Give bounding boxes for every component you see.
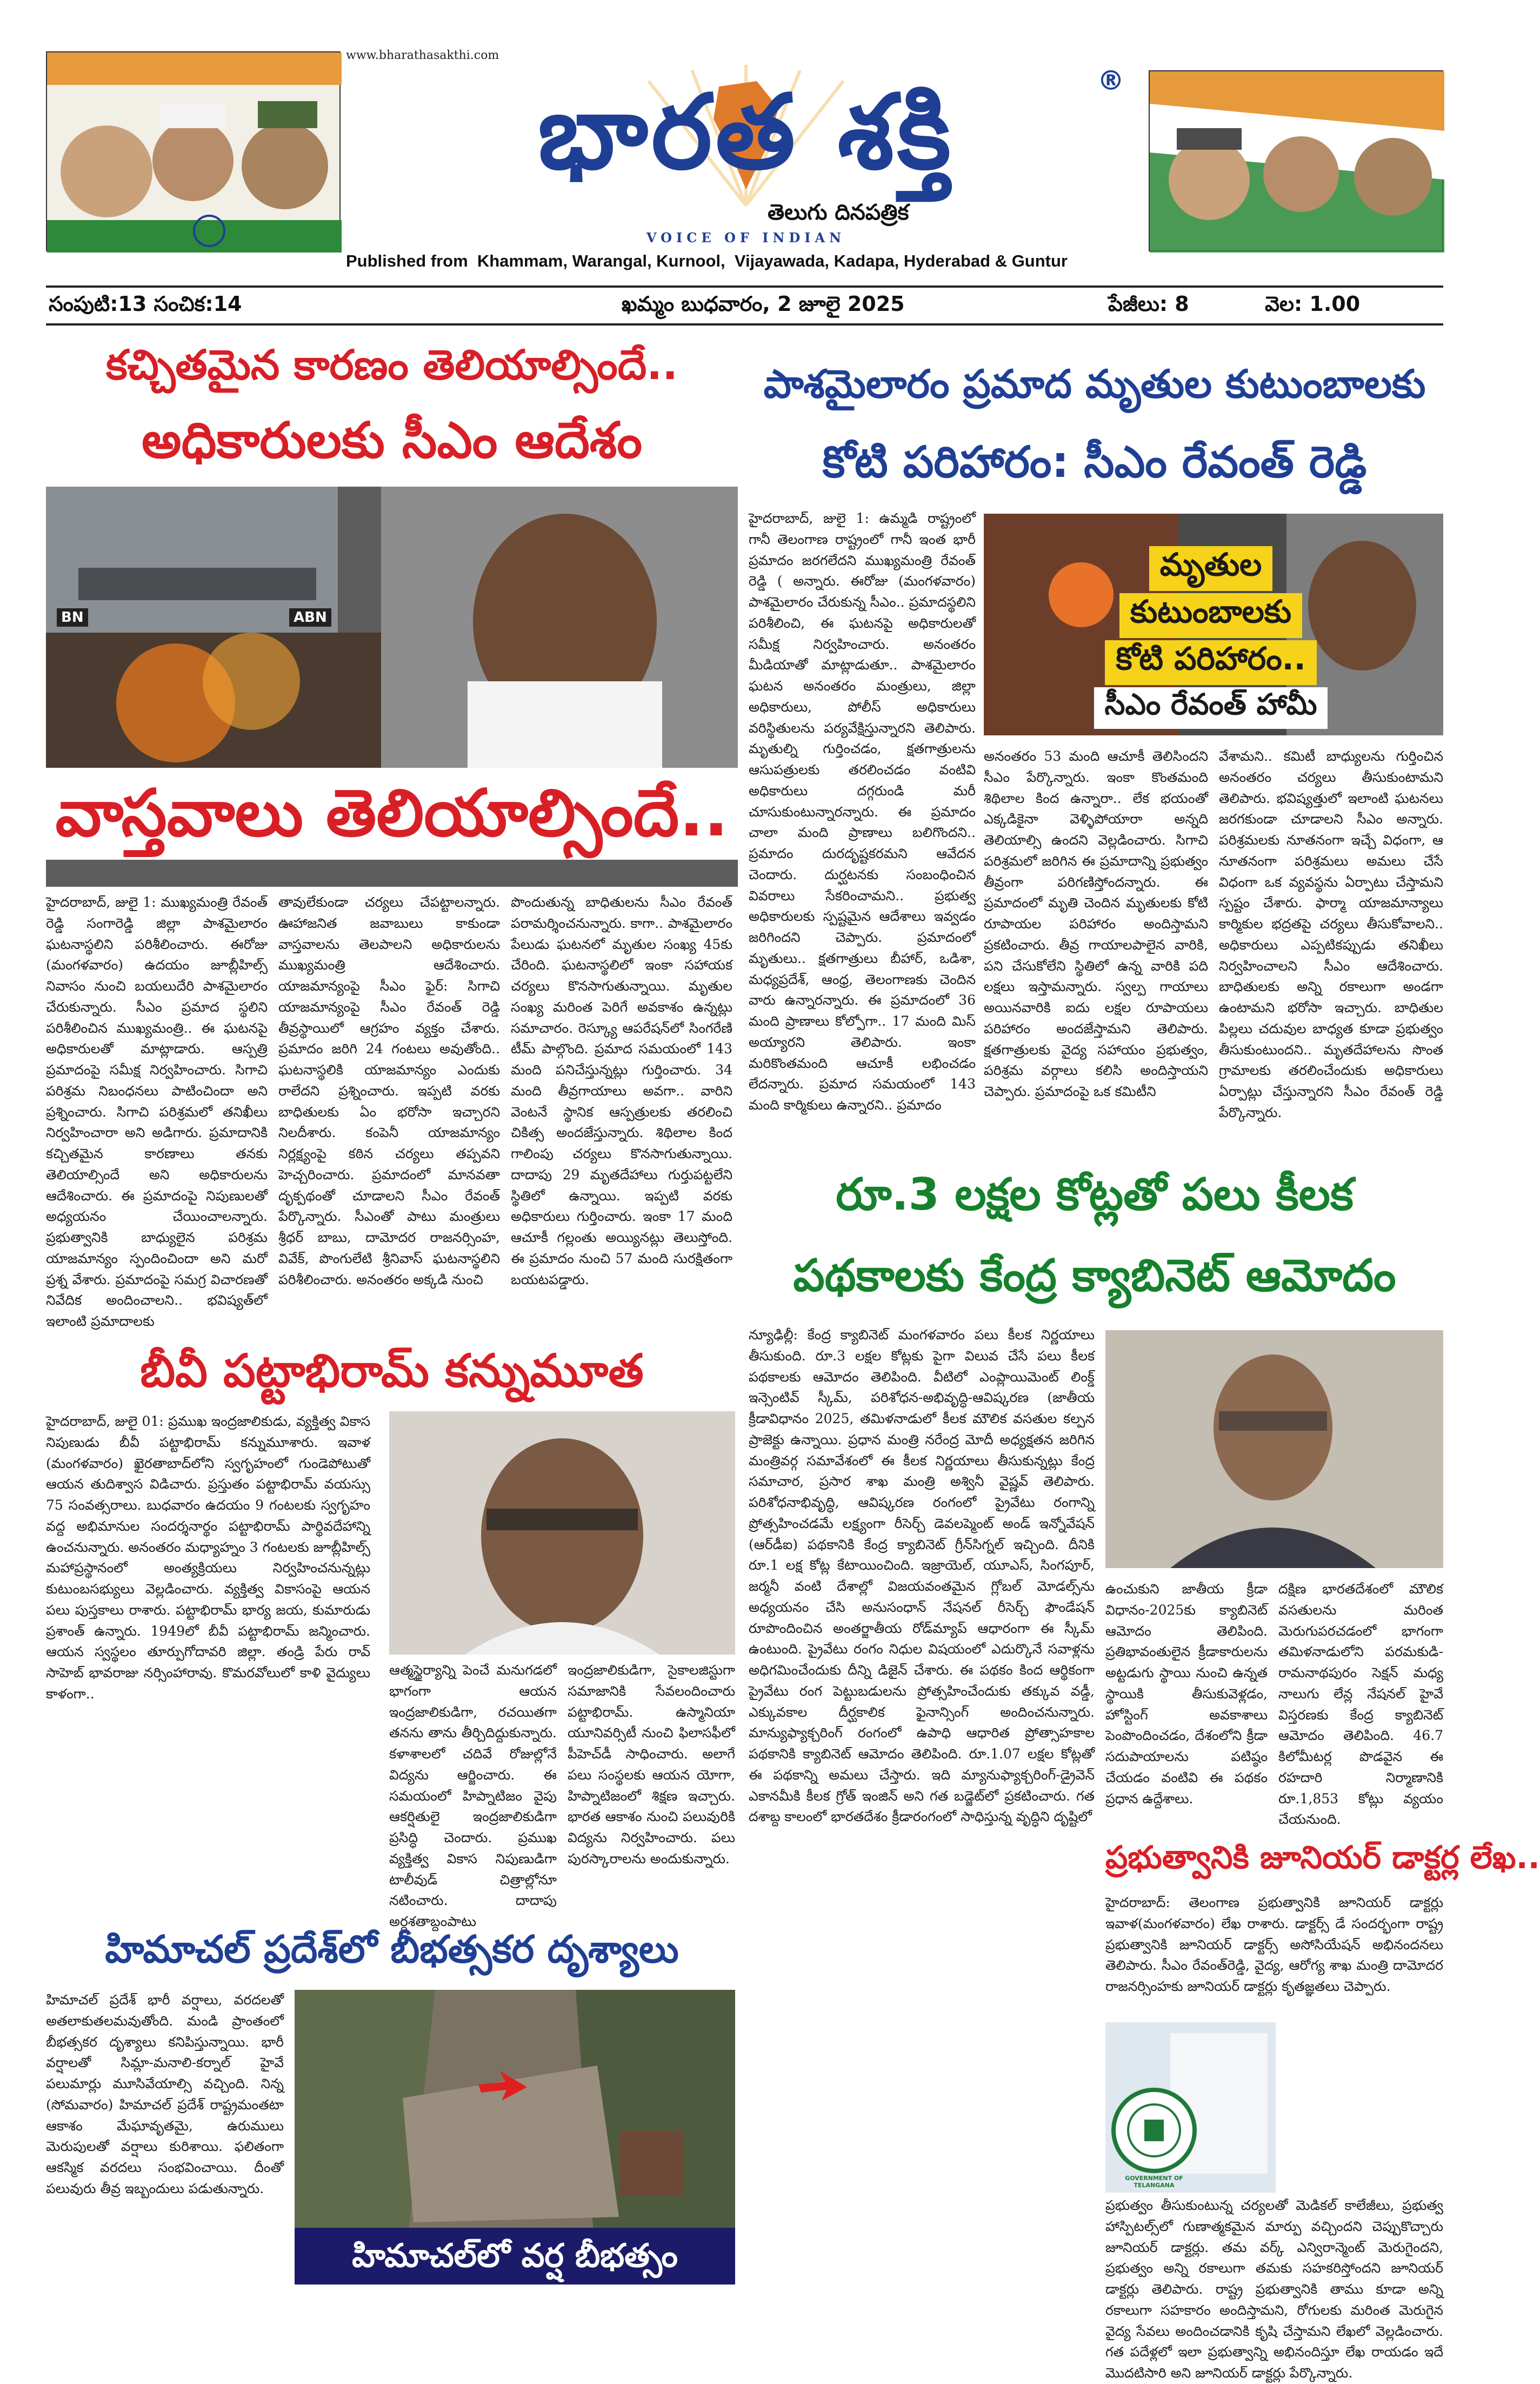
story1-column2: తావులేకుండా చర్యలు చేపట్టాలన్నారు. ఊహాజనిత జవాబులు కాకుండా వాస్తవాలను తెలపాలని అధికారులను ముఖ్యమంత్రి ఆదేశించారు. యాజమాన్యంపై సీఎం ఫైర్: సిగాచి యాజమాన్యంపై సీఎం రేవంత్ రెడ్డి తీవ్రస్థాయిలో ఆగ్రహం వ్యక్తం చేశారు. ప్రమాదం జరిగి 24 గంటలు అవుతోంది.. ఘటనాస్థలికి యాజమాన్యం ఎందుకు రాలేదని ప్రశ్నించారు. ఇప్పటి వరకు బాధితులకు ఏం భరోసా ఇచ్చారని నిలదీశారు. కంపెనీ యాజమాన్యం నిర్లక్ష్యంపై కఠిన చర్యలు తప్పవని హెచ్చరించారు. ప్రమాదంలో మానవతా దృక్పథంతో చూడాలని సీఎం రేవంత్ పేర్కొన్నారు. సీఎంతో పాటు మంత్రులు శ్రీధర్ బాబు, దామోదర రాజనర్సింహ, వివేక్, పొంగులేటి శ్రీనివాస్ ఘటనాస్థలిని పరిశీలించారు. అనంతరం అక్కడి నుంచి [278, 894, 500, 1287]
logo-title: భారత శక్తి [538, 72, 954, 192]
government-seal-text: GOVERNMENT OF TELANGANA [1125, 2175, 1183, 2189]
dateline-top-rule [46, 285, 1443, 288]
story1-photo-caption: వాస్తవాలు తెలియాల్సిందే.. [46, 768, 738, 860]
masthead-photo-right [1149, 70, 1443, 251]
registered-mark: ® [1097, 65, 1124, 96]
pattabhiram-portrait [389, 1411, 735, 1655]
minister-portrait [1105, 1330, 1443, 1568]
story1-headline-line2[interactable]: అధికారులకు సీఎం ఆదేశం [141, 411, 643, 469]
story1-headline-line1[interactable]: కచ్చితమైన కారణం తెలియాల్సిందే.. [105, 341, 678, 389]
story5-column1: న్యూఢిల్లీ: కేంద్ర క్యాబినెట్ మంగళవారం పలు కీలక నిర్ణయాలు తీసుకుంది. రూ.3 లక్షల కోట్లకు పైగా విలువ చేసే పలు కీలక పథకాలకు ఆమోదం తెలిపింది. వీటిలో ఎంప్లాయిమెంట్ లింక్డ్ ఇన్సెంటివ్ స్కీమ్, పరిశోధన-అభివృద్ధి-ఆవిష్కరణ (జాతీయ క్రీడావిధానం 2025, తమిళనాడులో కీలక మౌలిక వసతుల కల్పన ప్రాజెక్టు ఉన్నాయి. ప్రధాన మంత్రి నరేంద్ర మోదీ అధ్యక్షతన జరిగిన మంత్రివర్గ సమావేశంలో ఈ కీలక నిర్ణయాలు తీసుకున్నట్లు కేంద్ర సమాచార, ప్రసార శాఖ మంత్రి అశ్వినీ వైష్ణవ్ తెలిపారు. పరిశోధనాభివృద్ధి, ఆవిష్కరణ రంగంలో ప్రైవేటు రంగాన్ని ప్రోత్సహించడమే లక్ష్యంగా రీసెర్చ్ డెవలప్మెంట్ అండ్ ఇన్నోవేషన్ (ఆర్‌డీఐ) పథకానికి కేంద్ర క్యాబినెట్ గ్రీన్‌సిగ్నల్ ఇచ్చింది. దీనికి రూ.1 లక్ష కోట్ల కేటాయించింది. ఇజ్రాయెల్, యూఎస్, సింగపూర్, జర్మనీ వంటి దేశాల్లో విజయవంతమైన గ్లోబల్ మోడల్స్‌ను అధ్యయనం చేసి అనుసంధాన్ నేషనల్ రీసెర్చ్ ఫౌండేషన్ రూపొందించిన అంతర్జాతీయ రోడ్‌మ్యాప్ ఆధారంగా ఈ స్కీమ్ ఉంటుంది. ప్రైవేటు రంగం నిధుల విషయంలో ఎదుర్కొనే సవాళ్లను అధిగమించేందుకు దీన్ని డిజైన్ చేశారు. ఈ పథకం కింద ఆర్థికంగా ప్రైవేటు రంగ పెట్టుబడులను ప్రోత్సహించేందుకు తక్కువ వడ్డీ, ఎక్కువకాల దీర్ఘకాలిక ఫైనాన్సింగ్ అందించనున్నారు. మాన్యుఫ్యాక్చరింగ్ రంగంలో ఉపాధి ఆధారిత ప్రోత్సాహకాల పథకానికి క్యాబినెట్ ఆమోదం తెలిపింది. రూ.1.07 లక్షల కోట్లతో ఈ పథకాన్ని అమలు చేస్తారు. ఇది మ్యానుఫ్యాక్చరింగ్-డ్రైవెన్ ఎకానమీకి కీలక గ్రోత్ ఇంజిన్ అని గత బడ్జెట్‌లో ప్రకటించారు. గత దశాబ్ద కాలంలో భారతదేశం క్రీడారంగంలో సాధిస్తున్న వృద్ధిని దృష్టిలో [749, 1327, 1095, 1825]
price: వెల: 1.00 [1265, 292, 1361, 316]
story1-column1: హైదరాబాద్, జులై 1: ముఖ్యమంత్రి రేవంత్ రెడ్డి సంగారెడ్డి జిల్లా పాశమైలారం ఘటనాస్థలిని పరిశీలించారు. ఈరోజు (మంగళవారం) ఉదయం జూబ్లీహిల్స్ నివాసం నుంచి బయలుదేరి పాశమైలారం చేరుకున్నారు. సీఎం ప్రమాద స్థలిని పరిశీలించిన ముఖ్యమంత్రి.. ఈ ఘటనపై అధికారులతో మాట్లాడారు. ఆస్పత్రి ప్రమాదంపై సమీక్ష నిర్వహించారు. సిగాచి పరిశ్రమ నిబంధనలు పాటించిందా అని ప్రశ్నించారు. సిగాచి పరిశ్రమలో తనిఖీలు నిర్వహించారా అని అడిగారు. ప్రమాదానికి కచ్చితమైన కారణాలు తనకు తెలియాల్సిందే అని అధికారులను ఆదేశించారు. ఈ ప్రమాదంపై నిపుణులతో అధ్యయనం చేయించాలన్నారు. ప్రభుత్వానికి బాధ్యులైన పరిశ్రమ యాజమాన్యం స్పందించిందా అని మరో ప్రశ్న వేశారు. ప్రమాదంపై సమగ్ర విచారణతో నివేదిక అందించాలని.. భవిష్యత్‌లో ఇలాంటి ప్రమాదాలకు [46, 894, 268, 1329]
logo-voice: VOICE OF INDIAN [646, 230, 846, 245]
story1-tv-logo-right: ABN [289, 608, 331, 627]
story2-headline-line2[interactable]: కోటి పరిహారం: సీఎం రేవంత్ రెడ్డి [822, 437, 1367, 487]
story2-photo-text4: సీఎం రేవంత్ హామీ [1094, 687, 1328, 729]
story2-column1: హైదరాబాద్, జులై 1: ఉమ్మడి రాష్ట్రంలో గానీ తెలంగాణ రాష్ట్రంలో గానీ ఇంత భారీ ప్రమాదం జరగలేదని ముఖ్యమంత్రి రేవంత్ రెడ్డి ( అన్నారు. ఈరోజు (మంగళవారం) పాశమైలారం చేరుకున్న సీఎం.. ప్రమాదస్థలిని పరిశీలించి, ఈ ఘటనపై అధికారులతో సమీక్ష నిర్వహించారు. అనంతరం మీడియాతో మాట్లాడుతూ.. పాశమైలారం ఘటన అనంతరం మంత్రులు, జిల్లా అధికారులు, పోలీస్ అధికారులు వరిస్థితులను పర్యవేక్షిస్తున్నారని తెలిపారు. మృతుల్ని గుర్తించడం, క్షతగాత్రులను ఆసుపత్రులకు తరలించడం వంటివి అధికారులు దగ్గరుండి మరీ చూసుకుంటున్నారన్నారు. ఈ ప్రమాదం చాలా మంది ప్రాణాలు బలిగొందని.. ప్రమాదం దురదృష్టకరమని ఆవేదన చెందారు. దుర్ఘటనకు సంబంధించిన వివరాలు సేకరించామని.. ప్రభుత్వ అధికారులకు స్పష్టమైన ఆదేశాలు ఇవ్వడం జరిగిందని చెప్పారు. ప్రమాదంలో మృతులు.. క్షతగాత్రులు బీహార్, ఒడిశా, మధ్యప్రదేశ్, ఆంధ్ర, తెలంగాణకు చెందిన వారు ఉన్నారన్నారు. ఈ ప్రమాదంలో 36 మంది ప్రాణాలు కోల్పోగా.. 17 మంది మిస్ అయ్యారని తెలిపారు. ఇంకా మరికొంతమంది ఆచూకీ లభించడం లేదన్నారు. ప్రమాద సమయంలో 143 మంది కార్మికులు ఉన్నారని.. ప్రమాదం [749, 510, 976, 1113]
story6-body2: ప్రభుత్వం తీసుకుంటున్న చర్యలతో మెడికల్ కాలేజీలు, ప్రభుత్వ హాస్పిటల్స్‌లో గుణాత్మకమైన మార్పు వచ్చిందని చెప్పుకొచ్చారు జూనియర్ డాక్టర్లు. తమ వర్క్ ఎన్విరాన్మెంట్ మెరుగైందని, ప్రభుత్వం అన్ని రకాలుగా తమకు సహకరిస్తోందని జూనియర్ డాక్టర్లు తెలిపారు. రాష్ట్ర ప్రభుత్వానికి తాము కూడా అన్ని రకాలుగా సహకారం అందిస్తామని, రోగులకు మరింత మెరుగైన వైద్య సేవలు అందించడానికి కృషి చేస్తామని లేఖలో వెల్లడించారు. గత పదేళ్లలో ఇలా ప్రభుత్వాన్ని అభినందిస్తూ లేఖ రాయడం ఇదే మొదటిసారి అని జూనియర్ డాక్టర్లు పేర్కొన్నారు. [1105, 2197, 1443, 2381]
story2-photo-text3: కోటి పరిహారం.. [1105, 640, 1316, 685]
dateline-bottom-rule [46, 323, 1443, 326]
story4-photo [295, 1990, 735, 2285]
story5-headline-line1[interactable]: రూ.3 లక్షల కోట్లతో పలు కీలక [836, 1169, 1354, 1220]
date: ఖమ్మం బుధవారం, 2 జూలై 2025 [622, 292, 905, 316]
story6-photo [1105, 2022, 1276, 2193]
story5-column2: ఉంచుకుని జాతీయ క్రీడా విధానం-2025కు క్యాబినెట్ ఆమోదం తెలిపింది. ప్రతిభావంతులైన క్రీడాకారులను అట్టడుగు స్థాయి నుంచి ఉన్నత స్థాయికి తీసుకువెళ్లడం, హోస్టింగ్ అవకాశాలు పెంపొందించడం, దేశంలోని క్రీడా సదుపాయాలను పటిష్ఠం చేయడం వంటివి ఈ పథకం ప్రధాన ఉద్దేశాలు. [1105, 1581, 1268, 1807]
story2-photo-caption [1059, 546, 1362, 729]
story3-photo [389, 1411, 735, 1655]
story2-column2: అనంతరం 53 మంది ఆచూకీ తెలిసిందని సీఎం పేర్కొన్నారు. ఇంకా కొంతమంది శిథిలాల కింద ఉన్నారా.. లేక భయంతో ఎక్కడికైనా వెళ్ళిపోయారా అన్నది తెలియాల్సి ఉందని వెల్లడించారు. సిగాచి పరిశ్రమలో జరిగిన ఈ ప్రమాదాన్ని ప్రభుత్వం తీవ్రంగా పరిగణిస్తోందన్నారు. ఈ ప్రమాదంలో మృతి చెందిన మృతులకు కోటి రూపాయల పరిహారం అందిస్తామని ప్రకటించారు. తీవ్ర గాయాలపాలైన వారికి, పని చేసుకోలేని స్థితిలో ఉన్న వారికి పది లక్షలు ఇస్తామన్నారు. స్వల్ప గాయాలు అయినవారికి ఐదు లక్షల రూపాయలు పరిహారం అందజేస్తామని తెలిపారు. క్షతగాత్రులకు వైద్య సహాయం ప్రభుత్వం, పరిశ్రమ వర్గాలు కలిసి అందిస్తాయని చెప్పారు. ప్రమాదంపై ఒక కమిటీని [984, 748, 1208, 1099]
story1-tv-logo-left: BN [57, 608, 88, 627]
story2-column3: వేశామని.. కమిటీ బాధ్యులను గుర్తించిన అనంతరం చర్యలు తీసుకుంటామని తెలిపారు. భవిష్యత్తులో ఇలాంటి ఘటనలు జరగకుండా చూడాలని సీఎం అన్నారు. పరిశ్రమలకు నూతనంగా ఇచ్చే విధంగా, ఆ నూతనంగా పరిశ్రమలు అమలు చేసే విధంగా ఒక వ్యవస్థను ఏర్పాటు చేస్తామని స్పష్టం చేశారు. ఫార్మా యాజమాన్యాలు కార్మికుల భద్రతపై చర్యలు తీసుకోవాలని.. అధికారులు ఎప్పటికప్పుడు తనిఖీలు నిర్వహించాలని సీఎం ఆదేశించారు. బాధితులకు అన్ని రకాలుగా అండగా ఉంటామని భరోసా ఇచ్చారు. బాధితుల పిల్లలు చదువుల బాధ్యత కూడా ప్రభుత్వం తీసుకుంటుందని.. మృతదేహాలను సొంత గ్రామాలకు తరలించేందుకు అధికారులు ఏర్పాట్లు చేస్తున్నారని సీఎం రేవంత్ రెడ్డి పేర్కొన్నారు. [1219, 748, 1443, 1120]
story4-headline[interactable]: హిమాచల్ ప్రదేశ్‌లో బీభత్సకర దృశ్యాలు [105, 1927, 679, 1971]
story1-column3: పొందుతున్న బాధితులను సీఎం రేవంత్ పరామర్శించనున్నారు. కాగా.. పాశమైలారం పేలుడు ఘటనలో మృతుల సంఖ్య 45కు చేరింది. ఘటనాస్థలిలో ఇంకా సహాయక చర్యలు కొనసాగుతున్నాయి. మృతుల సంఖ్య మరింత పెరిగే అవకాశం ఉన్నట్లు సమాచారం. రెస్క్యూ ఆపరేషన్‌లో సింగరేణి టీమ్ పాల్గొంది. ప్రమాద సమయంలో 143 మంది పనిచేస్తున్నట్లు గుర్తించారు. 34 మంది తీవ్రగాయాలు అవగా.. వారిని వెంటనే స్థానిక ఆస్పత్రులకు తరలించి చికిత్స అందజేస్తున్నారు. శిథిలాల కింద గాలింపు చర్యలు కొనసాగుతున్నాయి. దాదాపు 29 మృతదేహాలు గుర్తుపట్టలేని స్థితిలో ఉన్నాయి. ఇప్పటి వరకు అధికారులు గుర్తించారు. ఇంకా 17 మంది ఆచూకీ గల్లంతు అయ్యినట్లు తెలుస్తోంది. ఈ ప్రమాదం నుంచి 57 మంది సురక్షితంగా బయటపడ్డారు. [511, 894, 732, 1287]
story3-column3: ఇంద్రజాలికుడిగా, సైకాలజిస్టుగా సమాజానికి సేవలందించారు పట్టాభిరామ్. ఉస్మానియా యూనివర్సిటీ నుంచి ఫిలాసఫీలో పీహెచ్‌డీ సాధించారు. అలాగే పలు సంస్థలకు ఆయన యోగా, హిప్నాటిజంలో శిక్షణ ఇచ్చారు. భారత ఆకాశం నుంచి పలువురికి విద్యను నిర్వహించారు. పలు పురస్కారాలను అందుకున్నారు. [568, 1662, 735, 1867]
story5-headline-line2[interactable]: పథకాలకు కేంద్ర క్యాబినెట్ ఆమోదం [793, 1250, 1396, 1301]
newspaper-logo [346, 65, 1146, 251]
masthead-photo-left [46, 51, 341, 251]
story4-body: హిమాచల్ ప్రదేశ్ భారీ వర్షాలు, వరదలతో అతలాకుతలమవుతోంది. మండి ప్రాంతంలో బీభత్సకర దృశ్యాలు కనిపిస్తున్నాయి. భారీ వర్షాలతో సిమ్లా-మనాలి-కర్నాల్ హైవే పలుమార్లు మూసివేయాల్సి వచ్చింది. నిన్న (సోమవారం) హిమాచల్ ప్రదేశ్ రాష్ట్రమంతటా ఆకాశం మేఘావృతమై, ఉరుములు మెరుపులతో వర్షాలు కురిశాయి. ఫలితంగా ఆకస్మిక వరదలు సంభవించాయి. దీంతో పలువురు తీవ్ర ఇబ్బందులు పడుతున్నారు. [46, 1992, 284, 2196]
story6-body1: హైదరాబాద్: తెలంగాణ ప్రభుత్వానికి జూనియర్ డాక్టర్లు ఇవాళ(మంగళవారం) లేఖ రాశారు. డాక్టర్స్ డే సందర్భంగా రాష్ట్ర ప్రభుత్వానికి జూనియర్ డాక్టర్స్ అసోసియేషన్ అభినందనలు తెలిపారు. సీఎం రేవంత్‌రెడ్డి, వైద్య, ఆరోగ్య శాఖ మంత్రి దామోదర రాజనర్సింహకు జూనియర్ డాక్టర్లు కృతజ్ఞతలు చెప్పారు. [1105, 1895, 1443, 1994]
story3-headline[interactable]: బీవీ పట్టాభిరామ్ కన్నుమూత [140, 1344, 644, 1397]
doctor-and-seal-photo [1105, 2022, 1276, 2193]
story3-column2: ఆత్మస్థైర్యాన్ని పెంచే మనుగడలో భాగంగా ఆయన ఇంద్రజాలికుడిగా, రచయితగా తనను తాను తీర్చిదిద్దుకున్నారు. కళాశాలలో చదివే రోజుల్లోనే విద్యను ఆర్జించారు. ఈ సమయంలో హిప్నాటిజం వైపు ఆకర్షితులై ఇంద్రజాలికుడిగా ప్రసిద్ధి చెందారు. ప్రముఖ వ్యక్తిత్వ వికాస నిపుణుడిగా టాలీవుడ్ చిత్రాల్లోనూ నటించారు. దాదాపు అర్ధశతాబ్దంపాటు [389, 1662, 557, 1929]
website-url[interactable]: www.bharathasakthi.com [346, 49, 499, 62]
freedom-fighters-illustration-left [47, 52, 342, 253]
story5-photo [1105, 1330, 1443, 1568]
story5-column3: దక్షిణ భారతదేశంలో మౌలిక వసతులను మరింత మెరుగుపరచడంలో భాగంగా తమిళనాడులోని పరమకుడి-రామనాథపురం సెక్షన్ మధ్య నాలుగు లేన్ల నేషనల్ హైవే విస్తరణకు కేంద్ర క్యాబినెట్ ఆమోదం తెలిపింది. 46.7 కిలోమీటర్ల పొడవైన ఈ రహదారి నిర్మాణానికి రూ.1,853 కోట్లు వ్యయం చేయనుంది. [1278, 1581, 1443, 1828]
freedom-fighters-illustration-right [1150, 71, 1444, 253]
story4-photo-caption: హిమాచల్‌లో వర్ష బీభత్సం [295, 2228, 735, 2285]
story2-photo-text2: కుటుంబాలకు [1119, 593, 1302, 638]
story6-headline[interactable]: ప్రభుత్వానికి జూనియర్ డాక్టర్ల లేఖ.. [1105, 1839, 1540, 1876]
story2-photo-text1: మృతుల [1149, 546, 1273, 591]
published-from: Published from Khammam, Warangal, Kurnool, Vijayawada, Kadapa, Hyderabad & Guntur [346, 251, 1068, 270]
page-count: పేజీలు: 8 [1108, 292, 1189, 316]
logo-tagline: తెలుగు దినపత్రిక [768, 200, 909, 225]
story2-photo [984, 514, 1443, 735]
story2-headline-line1[interactable]: పాశమైలారం ప్రమాద మృతుల కుటుంబాలకు [763, 361, 1426, 407]
story1-photo [46, 487, 738, 887]
story3-column1: హైదరాబాద్, జులై 01: ప్రముఖ ఇంద్రజాలికుడు, వ్యక్తిత్వ వికాస నిపుణుడు బీవీ పట్టాభిరామ్ కన్నుమూశారు. ఇవాళ (మంగళవారం) ఖైరతాబాద్‌లోని స్వగృహంలో గుండెపోటుతో ఆయన తుదిశ్వాస విడిచారు. ప్రస్తుతం పట్టాభిరామ్ వయస్సు 75 సంవత్సరాలు. బుధవారం ఉదయం 9 గంటలకు స్వగృహం వద్ద అభిమానుల సందర్శనార్థం పట్టాభిరామ్ పార్థివదేహాన్ని ఉంచనున్నారు. అనంతరం మధ్యాహ్నం 3 గంటలకు జూబ్లీహిల్స్ మహాప్రస్థానంలో అంత్యక్రియలు నిర్వహించనున్నట్లు కుటుంబసభ్యులు వెల్లడించారు. వ్యక్తిత్వ వికాసంపై ఆయన పలు పుస్తకాలు రాశారు. పట్టాభిరామ్ భార్య జయ, కుమారుడు ప్రశాంత్ ఉన్నారు. 1949లో బీవీ పట్టాభిరామ్ జన్మించారు. ఆయన స్వస్థలం తూర్పుగోదావరి జిల్లా. తండ్రి పేరు రావ్ సాహెబ్ భావరాజు నర్సింహారావు. కొమరవోలులో కాళి వైద్యులు కాళంగా.. [46, 1413, 370, 1702]
volume-issue: సంపుటి:13 సంచిక:14 [49, 292, 242, 316]
